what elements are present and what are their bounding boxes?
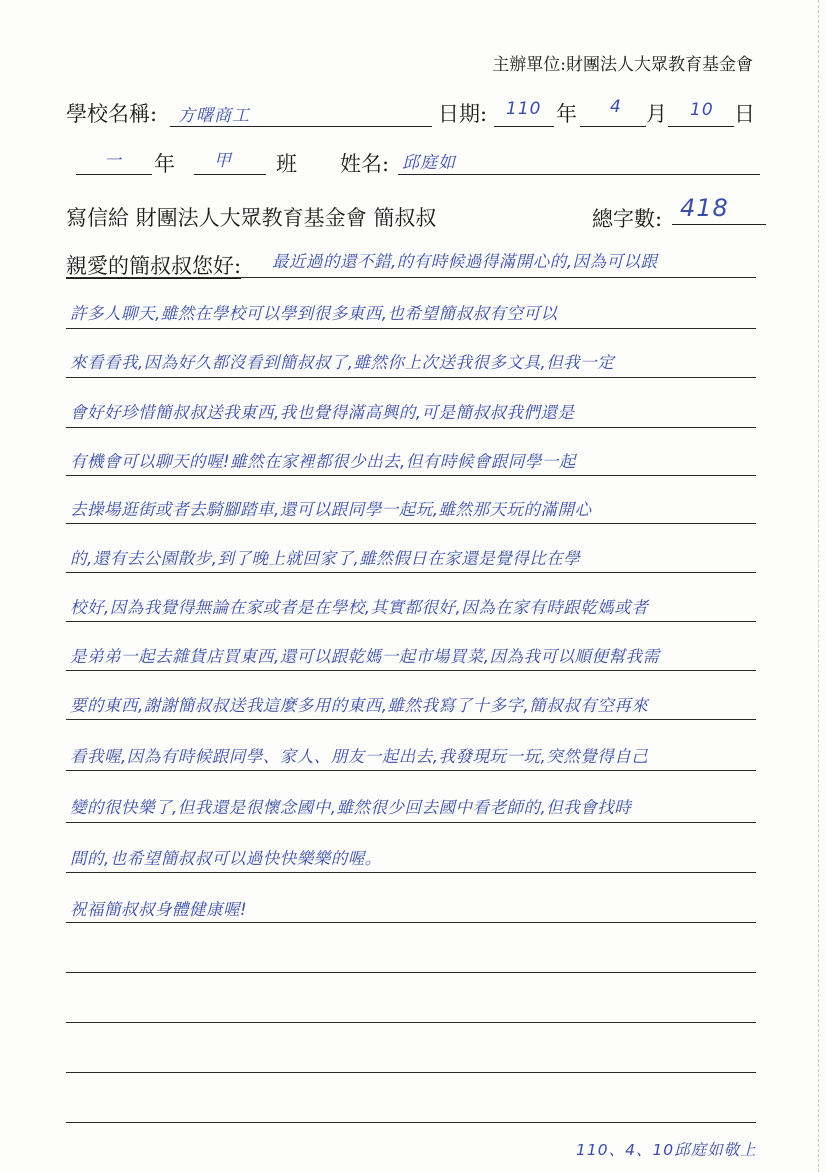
class-value: 甲 — [214, 151, 232, 171]
body-line-3: 來看看我,因為好久都沒看到簡叔叔了,雖然你上次送我很多文具,但我一定 — [70, 353, 615, 372]
body-line-2: 許多人聊天,雖然在學校可以學到很多東西,也希望簡叔叔有空可以 — [70, 304, 558, 323]
school-label: 學校名稱: — [66, 102, 158, 126]
day-label: 日 — [734, 102, 755, 126]
rule-line — [66, 770, 756, 771]
closing-line: 祝福簡叔叔身體健康喔! — [70, 900, 248, 919]
word-count-label: 總字數: — [592, 207, 663, 231]
school-underline — [170, 126, 432, 127]
salutation: 親愛的簡叔叔您好: — [66, 254, 242, 278]
grade-value: 一 — [104, 151, 122, 171]
rule-line — [66, 1022, 756, 1023]
date-month-value: 4 — [610, 97, 622, 117]
rule-line — [66, 922, 756, 923]
page-edge — [817, 0, 819, 1172]
body-line-13: 間的,也希望簡叔叔可以過快快樂樂的喔。 — [70, 849, 382, 868]
signature: 110、4、10邱庭如敬上 — [576, 1141, 757, 1159]
grade-label: 年 — [154, 152, 175, 176]
grade-underline — [76, 174, 152, 175]
rule-line — [66, 872, 756, 873]
rule-line — [66, 475, 756, 476]
recipient-line: 寫信給 財團法人大眾教育基金會 簡叔叔 — [66, 206, 437, 230]
name-label: 姓名: — [340, 152, 390, 176]
rule-line — [66, 523, 756, 524]
month-label: 月 — [646, 102, 667, 126]
rule-line — [66, 1072, 756, 1073]
body-line-8: 校好,因為我覺得無論在家或者是在學校,其實都很好,因為在家有時跟乾媽或者 — [70, 598, 649, 617]
date-year-value: 110 — [506, 99, 542, 119]
body-line-1: 最近過的還不錯,的有時候過得滿開心的,因為可以跟 — [272, 252, 658, 271]
word-count-value: 418 — [680, 194, 729, 222]
rule-line — [66, 1122, 756, 1123]
rule-line — [66, 277, 756, 278]
rule-line — [66, 719, 756, 720]
rule-line — [66, 670, 756, 671]
rule-line — [66, 822, 756, 823]
body-line-9: 是弟弟一起去雜貨店買東西,還可以跟乾媽一起市場買菜,因為我可以順便幫我需 — [70, 647, 660, 666]
date-year-underline — [494, 126, 554, 127]
date-month-underline — [580, 126, 646, 127]
body-line-5: 有機會可以聊天的喔!雖然在家裡都很少出去,但有時候會跟同學一起 — [70, 452, 576, 471]
rule-line — [66, 328, 756, 329]
name-value: 邱庭如 — [402, 153, 456, 173]
body-line-7: 的,還有去公園散步,到了晚上就回家了,雖然假日在家還是覺得比在學 — [70, 549, 581, 568]
class-label: 班 — [276, 152, 297, 176]
rule-line — [66, 572, 756, 573]
class-underline — [194, 174, 266, 175]
rule-line — [66, 621, 756, 622]
date-day-value: 10 — [690, 100, 714, 120]
rule-line — [66, 377, 756, 378]
date-day-underline — [668, 126, 734, 127]
rule-line — [66, 427, 756, 428]
school-value: 方曙商工 — [178, 106, 250, 126]
body-line-6: 去操場逛街或者去騎腳踏車,還可以跟同學一起玩,雖然那天玩的滿開心 — [70, 500, 592, 519]
body-line-11: 看我喔,因為有時候跟同學、家人、朋友一起出去,我發現玩一玩,突然覺得自己 — [70, 747, 649, 766]
word-count-underline — [672, 224, 766, 225]
body-line-10: 要的東西,謝謝簡叔叔送我這麼多用的東西,雖然我寫了十多字,簡叔叔有空再來 — [70, 696, 649, 715]
year-label: 年 — [556, 102, 577, 126]
rule-line — [66, 972, 756, 973]
organizer: 主辦單位:財團法人大眾教育基金會 — [492, 55, 753, 75]
body-line-12: 變的很快樂了,但我還是很懷念國中,雖然很少回去國中看老師的,但我會找時 — [70, 798, 632, 817]
body-line-4: 會好好珍惜簡叔叔送我東西,我也覺得滿高興的,可是簡叔叔我們還是 — [70, 403, 575, 422]
date-label: 日期: — [438, 102, 488, 126]
name-underline — [398, 174, 760, 175]
